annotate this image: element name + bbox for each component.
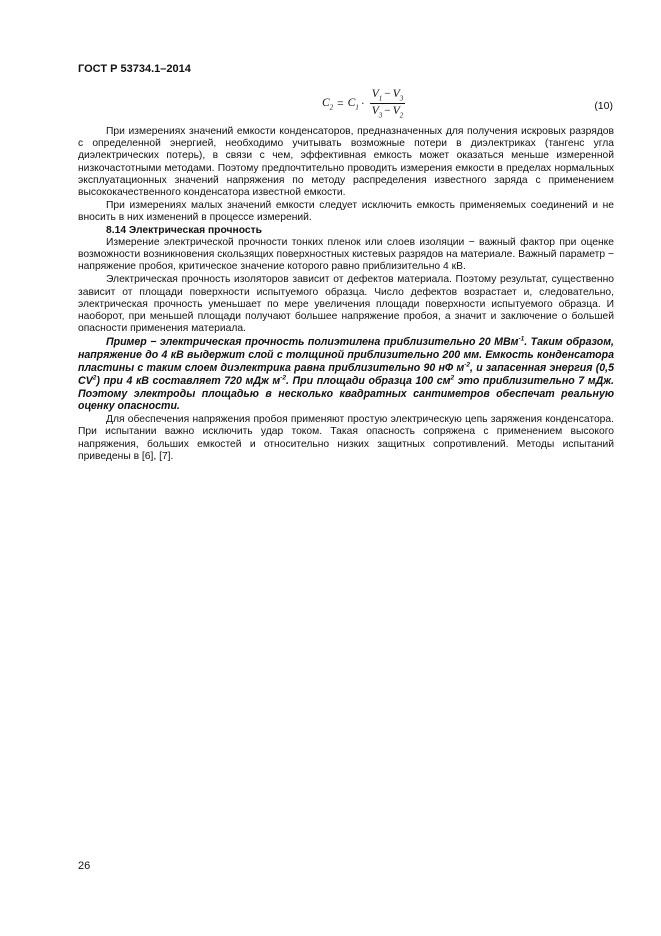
example-text-2: . Таким образом, напряжение до 4 кВ выдержит слой с толщиной приблизительно 200 мм. Емкость конденсатора пластины с таким слоем диэлектрика равна приблизительно 90 нФ м [78,336,614,375]
den-minus: − [384,105,391,118]
formula-lhs-symbol: C [322,96,330,109]
equation-number: (10) [594,100,613,112]
paragraph-defects: Электрическая прочность изоляторов зависит от дефектов материала. Поэтому результат, существенно зависит от площади поверхности испытуемого образца. Число дефектов возрастает и, следовательно, электрическая прочность уменьшает по мере увеличения площади поверхности испытуемого образца. И наоборот, при меньшей площади получают большее напряжение пробоя, а значит и заключение о большей опасности применения материала. [78,274,614,335]
formula-lhs [322,97,333,111]
formula-lhs-sub: 2 [329,102,334,111]
num-minus: − [384,88,391,100]
formula-denominator [370,104,406,119]
den-b: V [392,105,400,118]
example-text-4: ) при 4 кВ составляет 720 мДж м [96,374,281,387]
example-sup-2: -2 [464,361,471,369]
example-text-3: , и запасенная энергия (0,5 CV [78,362,614,387]
document-header: ГОСТ Р 53734.1–2014 [78,63,191,75]
example-polyethylene [78,336,614,413]
example-sup-3: 2 [92,374,97,382]
num-b-sub: 3 [399,94,404,103]
formula-c1 [348,97,359,111]
formula-10 [322,88,405,120]
formula-c-symbol: C [347,96,356,109]
example-text-1: Пример − электрическая прочность полиэтилена приблизительно 20 МВм [106,336,519,349]
paragraph-breakdown-circuit: Для обеспечения напряжения пробоя применяют простую электрическую цепь заряжения конденсатора. При испытании важно исключить удар током. Такая опасность сопряжена с применением высокого напряжения, больших емкостей и относительно низких защитных сопротивлений. Методы испытаний приведены в [6], [7]. [78,414,614,462]
formula-dot: · [360,97,365,110]
example-text-5: . При площади образца 100 см [286,374,451,387]
paragraph-dielectric-strength-intro: Измерение электрической прочности тонких пленок или слоев изоляции − важный фактор при оценке возможности возникновения скользящих поверхностных кистевых разрядов на материале. Важный параметр − напряжение пробоя, критическое значение которого равно приблизительно 4 кВ. [78,236,614,273]
formula-c-sub: 1 [355,102,359,111]
formula-numerator [370,88,406,104]
paragraph-small-capacitance: При измерениях малых значений емкости следует исключить емкость применяемых соединений и не вносить в них изменений в процессе измерений. [78,200,614,224]
den-b-sub: 2 [399,111,404,120]
example-sup-4: -2 [280,374,287,382]
num-a-sub: 1 [378,94,383,103]
example-sup-5: 2 [450,374,455,382]
num-a: V [371,88,379,100]
section-heading-8-14: 8.14 Электрическая прочность [106,224,262,236]
den-a: V [371,105,379,118]
formula-fraction [370,88,406,120]
paragraph-capacitor-measurement: При измерениях значений емкости конденсаторов, предназначенных для получения искровых разрядов с определенной энергией, необходимо учитывать возможные потери в диэлектриках (тангенс угла диэлектрических потерь), в связи с чем, эффективная емкость может оказаться меньше измеренной низкочастотными методами. Поэтому предпочтительно проводить измерения емкости в пределах нормальных эксплуатационных значений напряжения по методу распределения известного заряда с применением высококачественного конденсатора известной емкости. [78,126,614,199]
page-number: 26 [78,860,91,872]
example-sup-1: -1 [518,335,525,343]
num-b: V [392,88,400,100]
document-body [78,126,614,463]
example-text-6: это приблизительно 7 мДж. Поэтому электроды площадью в несколько квадратных сантиметров обеспечат реальную оценку опасности. [78,374,615,413]
den-a-sub: 3 [378,111,383,120]
formula-equals: = [337,97,344,110]
